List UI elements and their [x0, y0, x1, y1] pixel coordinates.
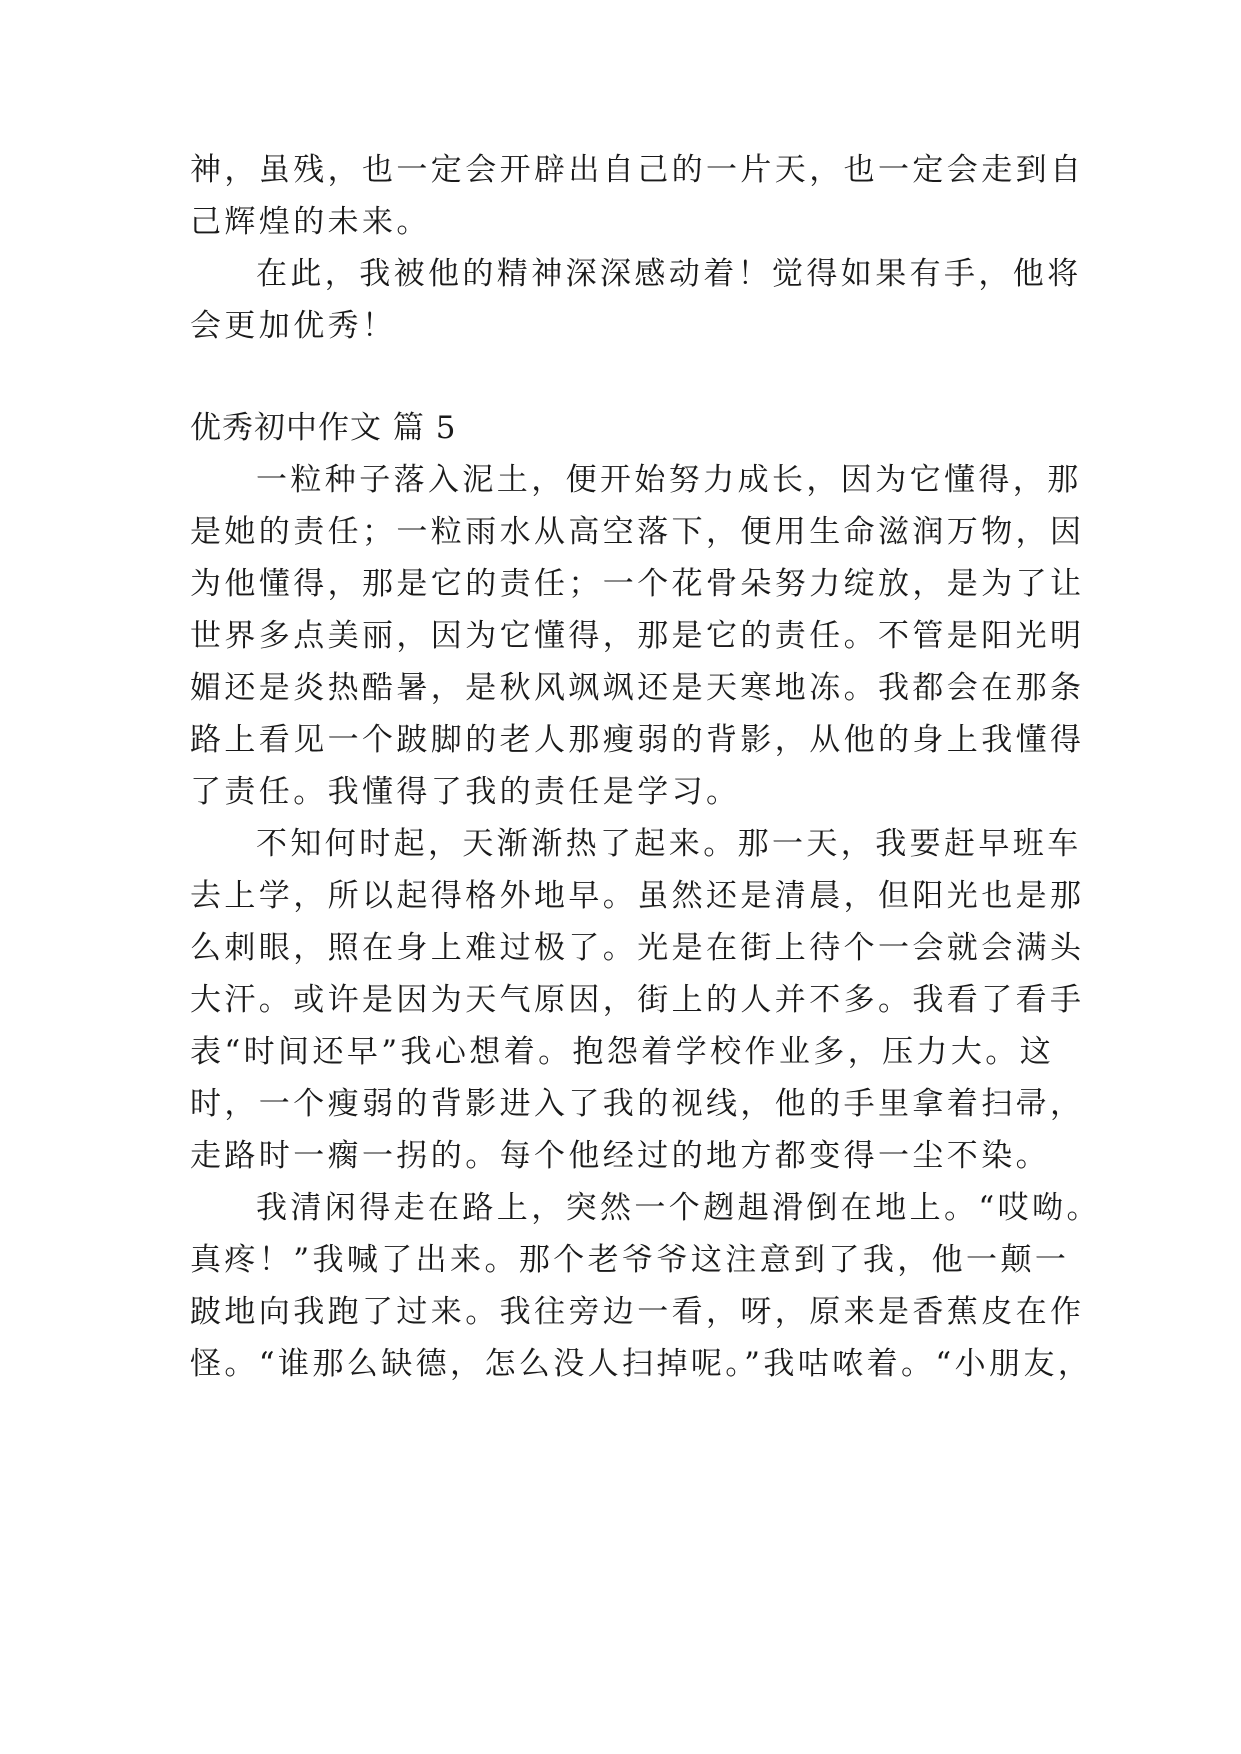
text-line: 不知何时起，天渐渐热了起来。那一天，我要赶早班车	[256, 826, 1082, 862]
text-line: 一粒种子落入泥土，便开始努力成长，因为它懂得，那	[256, 462, 1082, 498]
text-line: 大汗。或许是因为天气原因，街上的人并不多。我看了看手	[190, 982, 1085, 1018]
text-line: 是她的责任；一粒雨水从高空落下，便用生命滋润万物，因	[190, 514, 1085, 550]
text-line: 时，一个瘦弱的背影进入了我的视线，他的手里拿着扫帚，	[190, 1086, 1085, 1122]
text-line: 怪。“谁那么缺德，怎么没人扫掉呢。”我咕哝着。“小朋友，	[190, 1346, 1093, 1382]
text-line: 表“时间还早”我心想着。抱怨着学校作业多，压力大。这	[190, 1034, 1055, 1070]
text-line: 走路时一瘸一拐的。每个他经过的地方都变得一尘不染。	[190, 1138, 1050, 1174]
text-line: 么刺眼，照在身上难过极了。光是在街上待个一会就会满头	[190, 930, 1085, 966]
text-line: 在此，我被他的精神深深感动着！觉得如果有手，他将	[256, 256, 1082, 292]
text-line: 跛地向我跑了过来。我往旁边一看，呀，原来是香蕉皮在作	[190, 1294, 1085, 1330]
text-line: 真疼！”我喊了出来。那个老爷爷这注意到了我，他一颠一	[190, 1242, 1070, 1278]
text-line: 我清闲得走在路上，突然一个趔趄滑倒在地上。“哎呦。	[256, 1190, 1101, 1226]
text-line: 己辉煌的未来。	[190, 204, 431, 240]
text-line: 会更加优秀！	[190, 308, 397, 344]
text-line: 去上学，所以起得格外地早。虽然还是清晨，但阳光也是那	[190, 878, 1085, 914]
text-line: 为他懂得，那是它的责任；一个花骨朵努力绽放，是为了让	[190, 566, 1085, 602]
text-line: 神，虽残，也一定会开辟出自己的一片天，也一定会走到自	[190, 152, 1085, 188]
text-line: 路上看见一个跛脚的老人那瘦弱的背影，从他的身上我懂得	[190, 722, 1085, 758]
text-line: 媚还是炎热酷暑，是秋风飒飒还是天寒地冻。我都会在那条	[190, 670, 1085, 706]
section-title: 优秀初中作文 篇 5	[190, 410, 457, 446]
text-line: 了责任。我懂得了我的责任是学习。	[190, 774, 741, 810]
text-line: 世界多点美丽，因为它懂得，那是它的责任。不管是阳光明	[190, 618, 1085, 654]
